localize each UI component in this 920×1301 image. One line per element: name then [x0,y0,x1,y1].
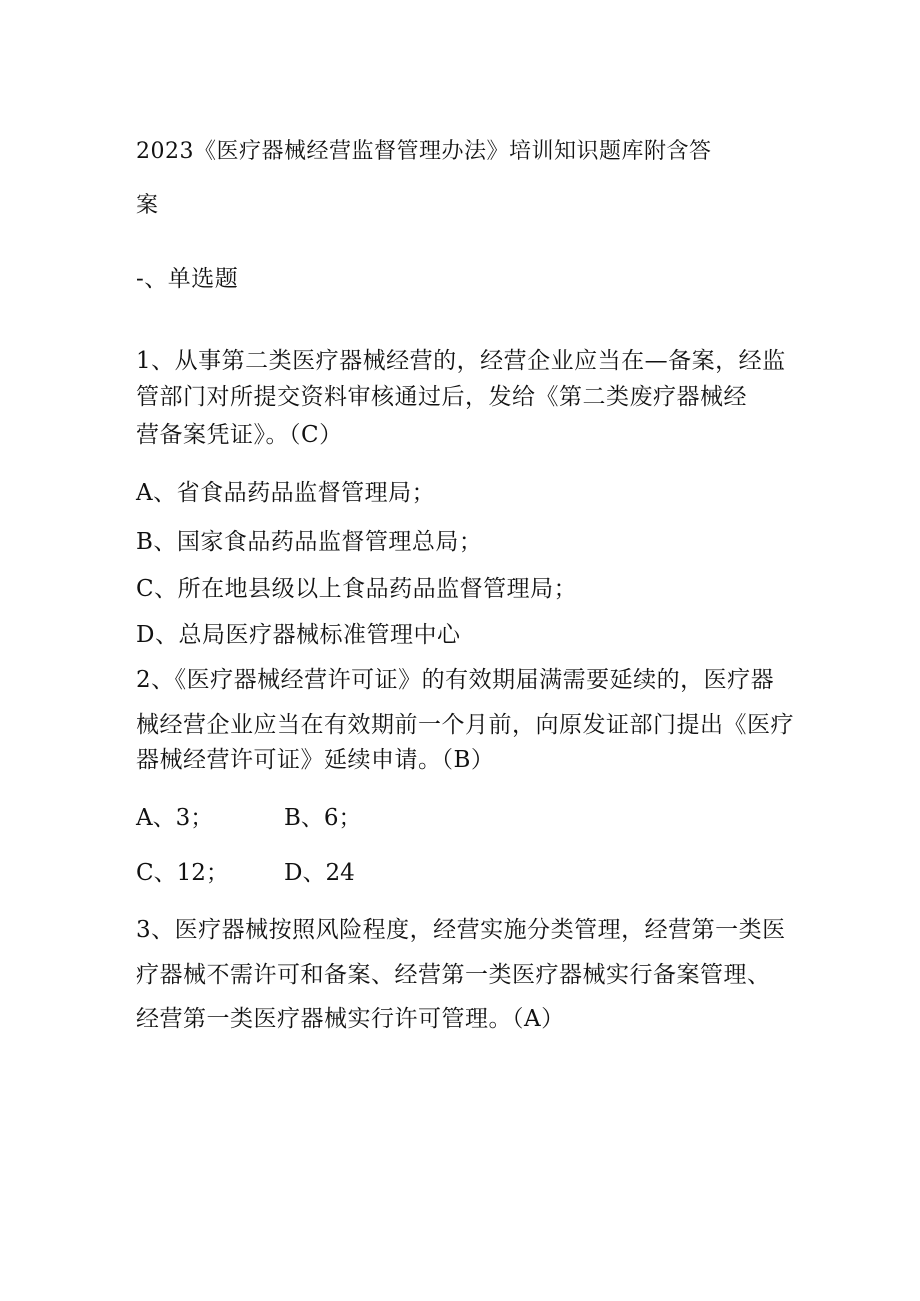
q3-line-3: 经营第一类医疗器械实行许可管理。（A） [136,1006,565,1032]
q2-line-2: 械经营企业应当在有效期前一个月前，向原发证部门提出《医疗 [136,712,794,738]
q2-option-a: A、3； [136,805,214,831]
q2-option-d: D、24 [284,860,355,886]
q1-option-a: A、省食品药品监督管理局； [136,480,436,506]
doc-title-line-2: 案 [136,193,159,218]
q1-line-1: 1、从事第二类医疗器械经营的，经营企业应当在—备案，经监 [136,348,786,374]
q2-option-b: B、6； [284,805,362,831]
q2-option-c: C、12； [136,860,229,886]
q2-line-1: 2、《医疗器械经营许可证》的有效期届满需要延续的，医疗器 [136,667,775,693]
q3-line-2: 疗器械不需许可和备案、经营第一类医疗器械实行备案管理、 [136,962,771,988]
q1-line-3: 营备案凭证》。（C） [136,422,343,448]
q1-option-b: B、国家食品药品监督管理总局； [136,529,483,555]
doc-title-line-1: 2023《医疗器械经营监督管理办法》培训知识题库附含答 [136,139,712,164]
q2-line-3: 器械经营许可证》延续申请。（B） [136,747,495,773]
q1-option-d: D、总局医疗器械标准管理中心 [136,622,461,648]
q3-line-1: 3、医疗器械按照风险程度，经营实施分类管理，经营第一类医 [136,917,786,943]
q1-option-c: C、所在地县级以上食品药品监督管理局； [136,576,578,602]
section-heading: -、单选题 [136,266,239,292]
q1-line-2: 管部门对所提交资料审核通过后，发给《第二类废疗器械经 [136,384,747,410]
